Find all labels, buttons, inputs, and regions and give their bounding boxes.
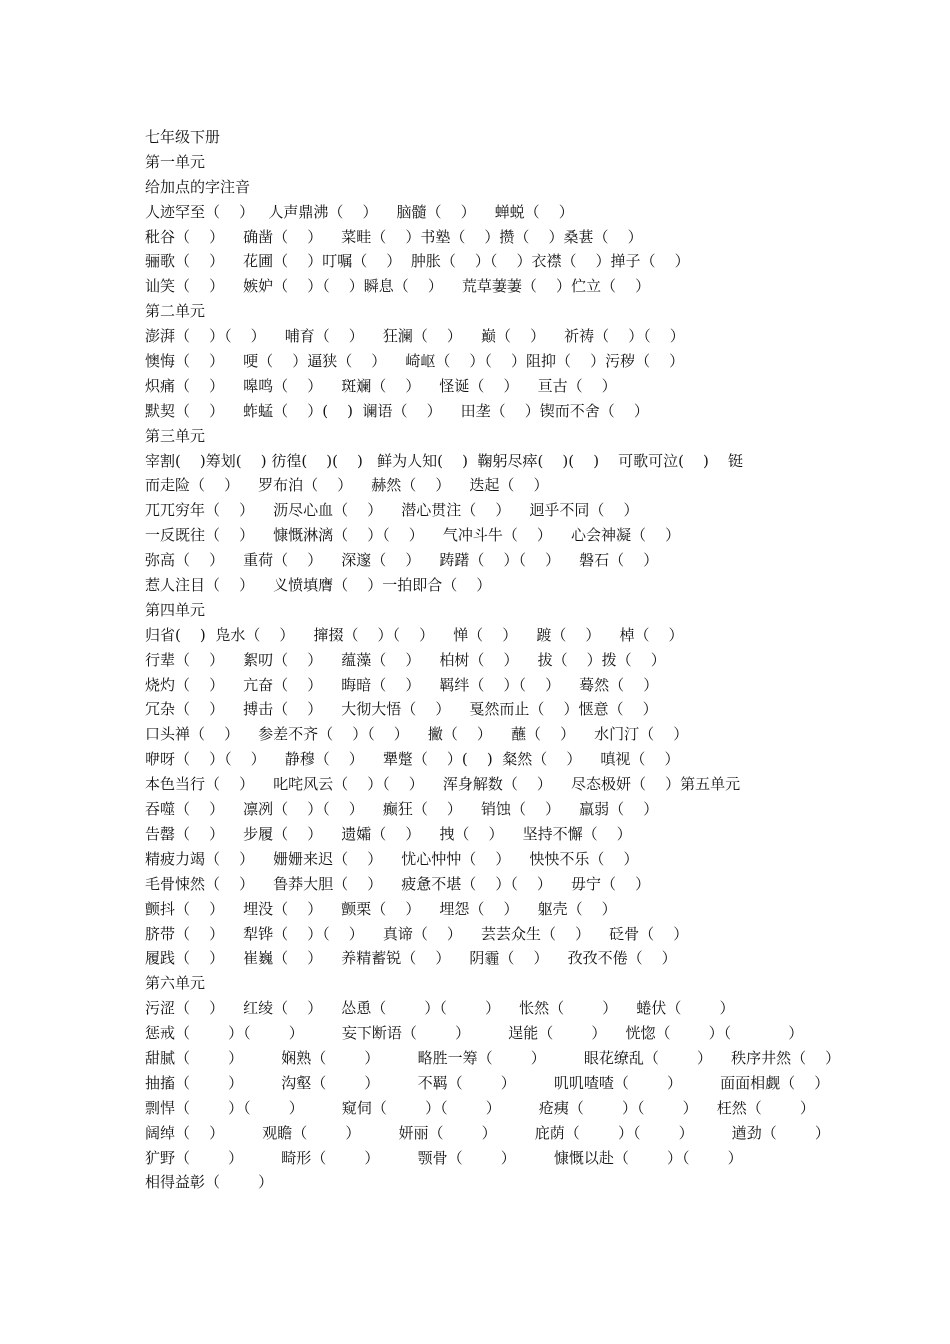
exercise-line: 行辈（ ） 絮叨（ ） 蕴藻（ ） 柏树（ ） 拔（ ）拨（ ）: [145, 650, 666, 669]
exercise-line: 履践（ ） 崔巍（ ） 养精蓄锐（ ） 阴霾（ ） 孜孜不倦（ ）: [145, 949, 677, 968]
exercise-line: 弥高（ ） 重荷（ ） 深邃（ ） 踌躇（ ）（ ） 磐石（ ）: [145, 551, 659, 570]
exercise-line: 相得益彰（ ）: [145, 1173, 274, 1192]
exercise-line: 本色当行（ ） 叱咤风云（ ）（ ） 浑身解数（ ） 尽态极妍（ ）第五单元: [145, 775, 741, 794]
exercise-line: 颤抖（ ） 埋没（ ） 颤栗（ ） 埋怨（ ） 躯壳（ ）: [145, 899, 617, 918]
document-page: [145, 125, 841, 1195]
exercise-line: 脐带（ ） 犁铧（ ）（ ） 真谛（ ） 芸芸众生（ ） 砭骨（ ）: [145, 924, 689, 943]
exercise-line: 而走险（ ） 罗布泊（ ） 赫然（ ） 迭起（ ）: [145, 476, 549, 495]
exercise-line: 毛骨悚然（ ） 鲁莽大胆（ ） 疲惫不堪（ ）（ ） 毋宁（ ）: [145, 874, 651, 893]
exercise-line: 精疲力竭（ ） 姗姗来迟（ ） 忧心忡忡（ ） 怏怏不乐（ ）: [145, 849, 639, 868]
exercise-line: 一反既往（ ） 慷慨淋漓（ ）（ ） 气冲斗牛（ ） 心会神凝（ ）: [145, 526, 681, 545]
exercise-line: 人迹罕至（ ） 人声鼎沸（ ） 脑髓（ ） 蝉蜕（ ）: [145, 202, 574, 221]
exercise-line: 剽悍（ ）（ ） 窥伺（ ）（ ） 疮痍（ ）（ ） 枉然（ ）: [145, 1098, 815, 1117]
exercise-line: 冗杂（ ） 搏击（ ） 大彻大悟（ ） 戛然而止（ ）惬意（ ）: [145, 700, 658, 719]
exercise-line: 惩戒（ ）（ ） 妄下断语（ ） 逞能（ ） 恍惚（ ）（ ）: [145, 1024, 804, 1043]
unit-heading-1: 第一单元: [145, 152, 206, 171]
exercise-line: 惹人注目（ ） 义愤填膺（ ）一拍即合（ ）: [145, 576, 492, 595]
exercise-line: 懊悔（ ） 哽（ ）逼狭（ ） 崎岖（ ）（ ）阻抑（ ）污秽（ ）: [145, 352, 685, 371]
exercise-line: 污涩（ ） 红绫（ ） 怂恿（ ）（ ） 怅然（ ） 蜷伏（ ）: [145, 999, 735, 1018]
exercise-line: 默契（ ） 蚱蜢（ ）( ) 谰语（ ） 田垄（ ）锲而不舍（ ）: [145, 401, 649, 420]
exercise-line: 抽搐（ ） 沟壑（ ） 不羁（ ） 叽叽喳喳（ ） 面面相觑（ ）: [145, 1073, 830, 1092]
exercise-line: 讪笑（ ） 嫉妒（ ）（ ）瞬息（ ） 荒草萋萋（ ）伫立（ ）: [145, 277, 651, 296]
exercise-line: 兀兀穷年（ ） 沥尽心血（ ） 潜心贯注（ ） 迥乎不同（ ）: [145, 501, 639, 520]
exercise-line: 口头禅（ ） 参差不齐（ ）（ ） 撇（ ） 蘸（ ） 水门汀（ ）: [145, 725, 689, 744]
doc-title: 七年级下册: [145, 128, 221, 146]
exercise-line: 甜腻（ ） 娴熟（ ） 略胜一筹（ ） 眼花缭乱（ ） 秩序井然（ ）: [145, 1048, 841, 1067]
unit-heading-4: 第四单元: [145, 600, 206, 619]
unit-heading-6: 第六单元: [145, 974, 206, 993]
exercise-line: 骊歌（ ） 花圃（ ）叮嘱（ ） 肿胀（ ）（ ）衣襟（ ）掸子（ ）: [145, 252, 690, 271]
exercise-line: 炽痛（ ） 嗥鸣（ ） 斑斓（ ） 怪诞（ ） 亘古（ ）: [145, 376, 617, 395]
exercise-line: 告罄（ ） 步履（ ） 遗孀（ ） 拽（ ） 坚持不懈（ ）: [145, 824, 632, 843]
instruction: 给加点的字注音: [145, 177, 251, 196]
exercise-line: 归省( ) 凫水（ ） 撺掇（ ）（ ） 惮（ ） 踱（ ） 棹（ ）: [145, 625, 684, 644]
exercise-line: 咿呀（ ）（ ） 静穆（ ） 犟蹩（ ）( ) 粲然（ ） 嗔视（ ）: [145, 750, 680, 769]
exercise-line: 吞噬（ ） 凛冽（ ）（ ） 癫狂（ ） 销蚀（ ） 羸弱（ ）: [145, 800, 659, 819]
exercise-line: 宰割( )筹划( ) 彷徨( )( ) 鲜为人知( ) 鞠躬尽瘁( )( ) 可歌可泣( ) 铤: [145, 451, 743, 470]
exercise-line: 烧灼（ ） 亢奋（ ） 晦暗（ ） 羁绊（ ）（ ） 蓦然（ ）: [145, 675, 659, 694]
exercise-line: 澎湃（ ）（ ） 哺育（ ） 狂澜（ ） 巅（ ） 祈祷（ ）（ ）: [145, 327, 685, 346]
unit-heading-3: 第三单元: [145, 426, 206, 445]
exercise-line: 犷野（ ） 畸形（ ） 颚骨（ ） 慷慨以赴（ ）（ ）: [145, 1148, 743, 1167]
exercise-line: 阔绰（ ） 观瞻（ ） 妍丽（ ） 庇荫（ ）（ ） 遒劲（ ）: [145, 1123, 830, 1142]
unit-heading-2: 第二单元: [145, 302, 206, 321]
exercise-line: 秕谷（ ） 确凿（ ） 菜畦（ ）书塾（ ）攒（ ）桑葚（ ）: [145, 227, 643, 246]
